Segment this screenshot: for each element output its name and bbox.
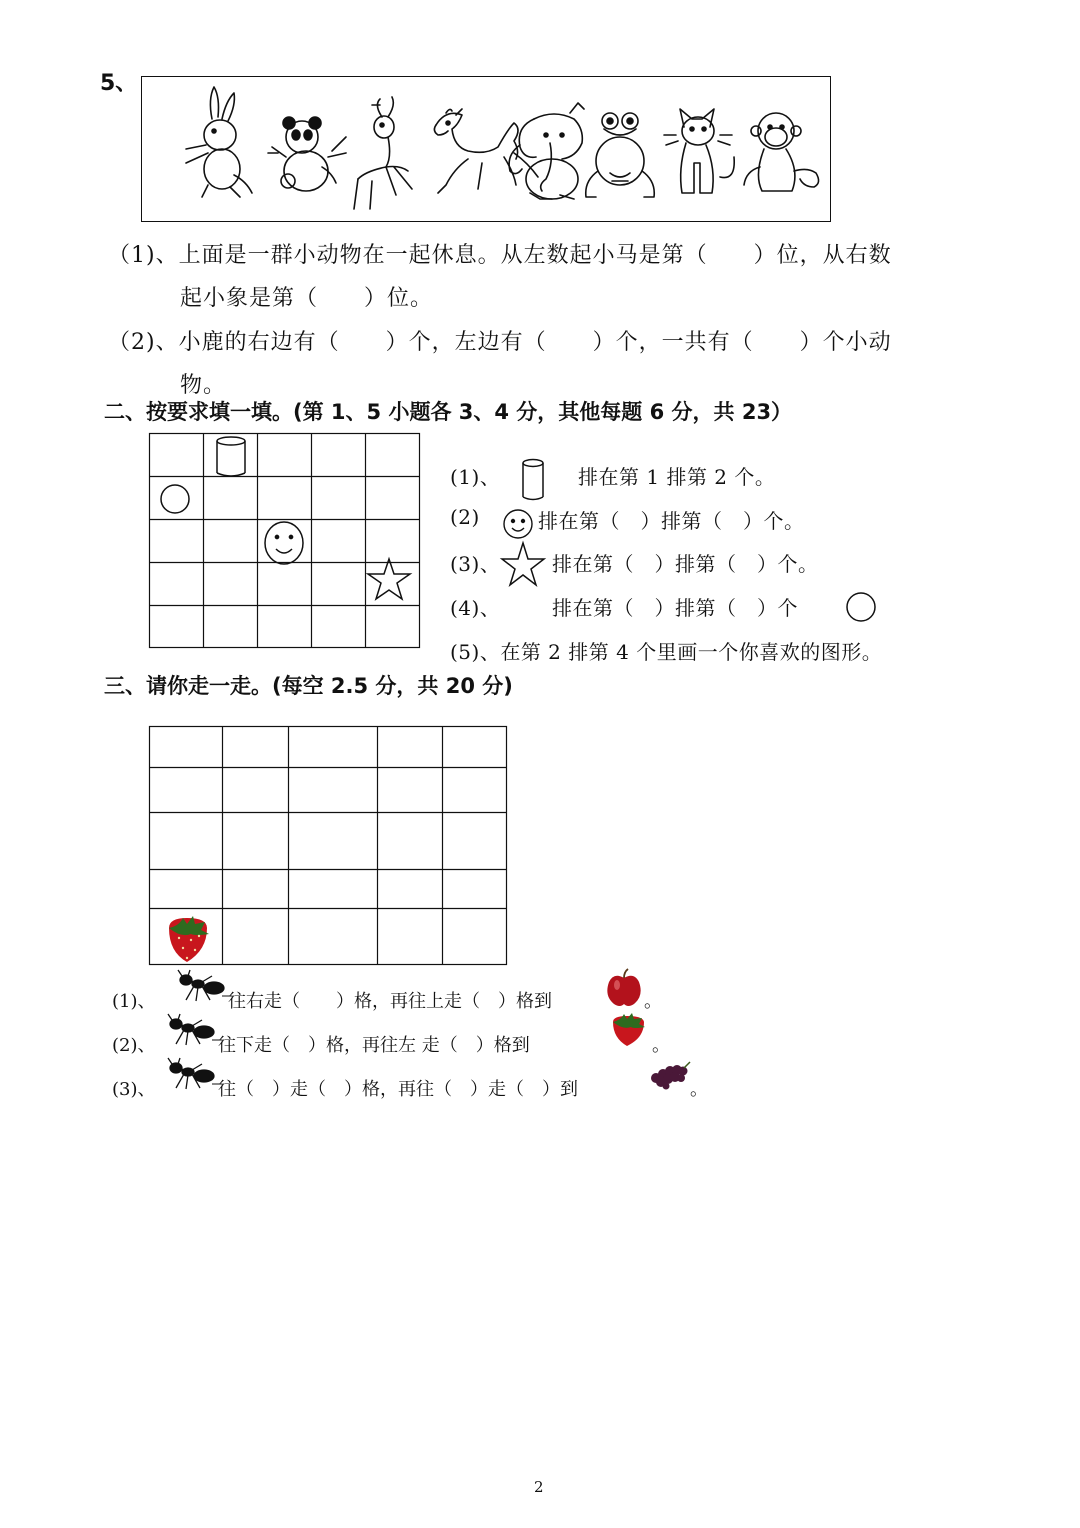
walking-grid: [149, 726, 509, 966]
rabbit-icon: [186, 87, 252, 197]
ant-icon: [176, 970, 232, 1006]
animal-lineup: [142, 77, 832, 223]
section2-heading: 二、按要求填一填。(第 1、5 小题各 3、4 分，其他每题 6 分，共 23）: [104, 400, 793, 424]
section3-q1-text: 往右走（ ）格，再往上走（ ）格到: [228, 991, 552, 1012]
star-icon: [368, 559, 410, 599]
section2-q1-prefix: (1)、: [450, 465, 501, 489]
smiley-icon-inline: [502, 508, 534, 540]
section3-q2-prefix: (2)、: [112, 1035, 156, 1056]
question-number-5: 5、: [100, 71, 138, 96]
section3-q1-prefix: (1)、: [112, 991, 156, 1012]
strawberry-icon: [610, 1012, 650, 1048]
section2-q5: (5)、在第 2 排第 4 个里画一个你喜欢的图形。: [450, 640, 883, 664]
section3-q3-prefix: (3)、: [112, 1079, 156, 1100]
cat-icon: [664, 109, 734, 193]
section3-q3-text: 往（ ）走（ ）格，再往（ ）走（ ）到: [218, 1079, 578, 1100]
section2-q2-prefix: (2): [450, 505, 480, 529]
cylinder-icon: [217, 437, 245, 476]
section3-q2-text: 往下走（ ）格，再往左 走（ ）格到: [218, 1035, 530, 1056]
animal-picture-box: [141, 76, 831, 222]
section3-q2-end: 。: [652, 1035, 670, 1056]
circle-icon: [161, 485, 189, 513]
section5-q2-line1: （2)、小鹿的右边有（ ）个，左边有（ ）个，一共有（ ）个小动: [108, 330, 892, 355]
section3-heading: 三、请你走一走。(每空 2.5 分，共 20 分): [104, 674, 513, 698]
section2-q3-prefix: (3)、: [450, 552, 501, 576]
section5-q2-line2: 物。: [180, 373, 227, 398]
section2-q4-prefix: (4)、: [450, 596, 501, 620]
circle-icon-inline: [844, 590, 878, 624]
smiley-icon: [265, 522, 303, 564]
section2-q4-text: 排在第（ ）排第（ ）个: [552, 596, 798, 620]
position-grid: [149, 433, 421, 649]
ant-icon: [166, 1014, 222, 1050]
strawberry-icon: [169, 916, 209, 962]
section2-q2-text: 排在第（ ）排第（ ）个。: [538, 509, 805, 533]
section2-q3-text: 排在第（ ）排第（ ）个。: [552, 552, 819, 576]
elephant-icon: [509, 103, 584, 199]
section5-q1-line1: （1)、上面是一群小动物在一起休息。从左数起小马是第（ ）位，从右数: [108, 243, 892, 268]
apple-icon: [606, 968, 642, 1006]
ant-icon: [166, 1058, 222, 1094]
cylinder-icon-inline: [520, 457, 546, 503]
star-icon-inline: [501, 540, 545, 588]
page-number: 2: [534, 1478, 544, 1496]
monkey-icon: [744, 113, 819, 191]
section3-q3-end: 。: [690, 1079, 708, 1100]
panda-icon: [268, 117, 346, 191]
section5-q1-line2: 起小象是第（ ）位。: [180, 286, 434, 311]
frog-icon: [586, 113, 655, 197]
section2-q1-text: 排在第 1 排第 2 个。: [578, 465, 776, 489]
section3-q1-end: 。: [644, 991, 662, 1012]
deer-icon: [354, 97, 412, 209]
grapes-icon: [650, 1062, 690, 1090]
